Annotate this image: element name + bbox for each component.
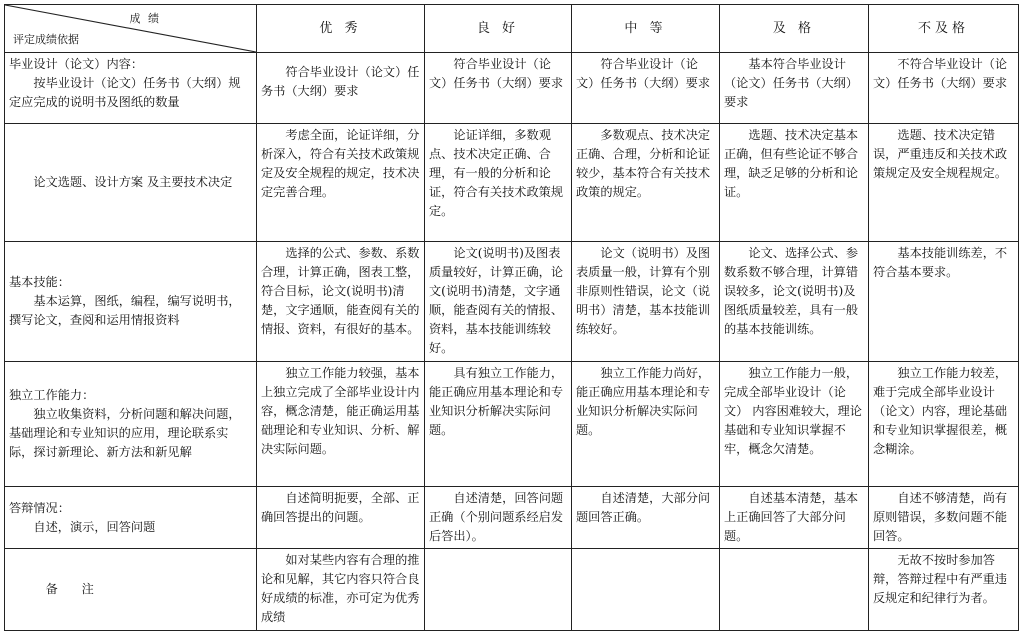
grade-header-medium: 中 等: [572, 5, 720, 53]
grade-header-fail: 不及格: [869, 5, 1019, 53]
row-independent-work: [5, 362, 1019, 487]
cell-excellent: 自述简明扼要，全部、正确回答提出的问题。: [257, 487, 425, 549]
cell-medium: 自述清楚，大部分问题回答正确。: [572, 487, 720, 549]
cell-excellent: 符合毕业设计（论文）任务书（大纲）要求: [257, 53, 425, 124]
criterion-topic-design: [5, 124, 257, 242]
cell-excellent: 如对某些内容有合理的推论和见解，其它内容只符合良好成绩的标准，亦可定为优秀成绩: [257, 549, 425, 631]
cell-pass: 独立工作能力一般，完成全部毕业设计（论文） 内容困难较大，理论基础和专业知识掌握不牢，概念欠清楚。: [720, 362, 869, 487]
grade-axis-label: 成 绩: [129, 12, 161, 25]
cell-good: 具有独立工作能力，能正确应用基本理论和专业知识分析解决实际问题。: [425, 362, 572, 487]
cell-pass: 论文、选择公式、参数系数不够合理，计算错误较多，论文(说明书)及图纸质量较差，具有一般的基本技能训练。: [720, 242, 869, 362]
row-remarks: [5, 549, 1019, 631]
criterion-detail: 按毕业设计（论文）任务书（大纲）规定应完成的说明书及图纸的数量: [9, 76, 241, 109]
criterion-content: [5, 53, 257, 124]
criterion-remarks: [5, 549, 257, 631]
cell-pass: [720, 549, 869, 631]
criterion-detail: 独立收集资料，分析问题和解决问题，基础理论和专业知识的应用，理论联系实际，探讨新理论、新方法和新见解: [9, 407, 241, 459]
row-content: [5, 53, 1019, 124]
grading-criteria-table: [4, 4, 1019, 631]
criteria-axis-label: 评定成绩依据: [13, 33, 79, 46]
cell-fail: 自述不够清楚，尚有原则错误，多数问题不能回答。: [869, 487, 1019, 549]
criterion-heading: 答辩情况：: [9, 500, 70, 515]
cell-medium: 符合毕业设计（论文）任务书（大纲）要求: [572, 53, 720, 124]
cell-excellent: 选择的公式、参数、系数合理，计算正确，图表工整，符合目标，论文(说明书)清楚，文字通顺，能查阅有关的情报、资料，有很好的基本。: [257, 242, 425, 362]
grade-header-good: 良 好: [425, 5, 572, 53]
criterion-heading: 毕业设计（论文）内容：: [9, 57, 144, 71]
cell-pass: 选题、技术决定基本正确，但有些论证不够合理，缺乏足够的分析和论证。: [720, 124, 869, 242]
cell-good: 论文(说明书)及图表质量较好，计算正确，论文(说明书)清楚，文字通顺，能查阅有关的情报、资料，基本技能训练较好。: [425, 242, 572, 362]
cell-medium: 多数观点、技术决定正确、合理，分析和论证较少，基本符合有关技术政策的规定。: [572, 124, 720, 242]
cell-pass: 基本符合毕业设计（论文）任务书（大纲）要求: [720, 53, 869, 124]
criterion-heading: 备 注: [45, 582, 104, 596]
criterion-basic-skills: [5, 242, 257, 362]
criterion-heading: 独立工作能力：: [9, 388, 95, 402]
criterion-heading: 基本技能：: [9, 275, 70, 289]
cell-medium: [572, 549, 720, 631]
cell-good: 符合毕业设计（论文）任务书（大纲）要求: [425, 53, 572, 124]
criterion-detail: 基本运算，图纸，编程，编写说明书，撰写论文，查阅和运用情报资料: [9, 294, 241, 327]
cell-fail: 选题、技术决定错误，严重违反和关技术政策规定及安全规程规定。: [869, 124, 1019, 242]
cell-fail: 不符合毕业设计（论文）任务书（大纲）要求: [869, 53, 1019, 124]
cell-fail: 基本技能训练差，不符合基本要求。: [869, 242, 1019, 362]
grade-header-excellent: 优 秀: [257, 5, 425, 53]
cell-medium: 独立工作能力尚好，能正确应用基本理论和专业知识分析解决实际问题。: [572, 362, 720, 487]
cell-fail: 独立工作能力较差，难于完成全部毕业设计（论文）内容，理论基础和专业知识掌握很差，概念糊涂。: [869, 362, 1019, 487]
row-defense: [5, 487, 1019, 549]
cell-medium: 论文（说明书）及图表质量一般，计算有个别非原则性错误，论文（说明书）清楚，基本技能训练较好。: [572, 242, 720, 362]
criterion-detail: 自述，演示，回答问题: [33, 519, 156, 534]
row-basic-skills: [5, 242, 1019, 362]
cell-excellent: 考虑全面，论证详细，分析深入，符合有关技术政策规定及安全规程的规定，技术决定完善合理。: [257, 124, 425, 242]
cell-fail: 无故不按时参加答辩，答辩过程中有严重违反规定和纪律行为者。: [869, 549, 1019, 631]
cell-pass: 自述基本清楚，基本上正确回答了大部分问题。: [720, 487, 869, 549]
row-topic-design: [5, 124, 1019, 242]
grade-header-pass: 及 格: [720, 5, 869, 53]
criterion-defense: [5, 487, 257, 549]
criterion-heading: 论文选题、设计方案 及主要技术决定: [33, 175, 233, 189]
header-row: [5, 5, 1019, 53]
diagonal-header-cell: [5, 5, 257, 53]
cell-good: 自述清楚，回答问题正确（个别问题系经启发后答出）。: [425, 487, 572, 549]
cell-good: 论证详细，多数观点、技术决定正确、合理，有一般的分析和论证，符合有关技术政策规定。: [425, 124, 572, 242]
criterion-independent-work: [5, 362, 257, 487]
cell-good: [425, 549, 572, 631]
cell-excellent: 独立工作能力较强，基本上独立完成了全部毕业设计内容，概念清楚，能正确运用基础理论和专业知识、分析、解决实际问题。: [257, 362, 425, 487]
